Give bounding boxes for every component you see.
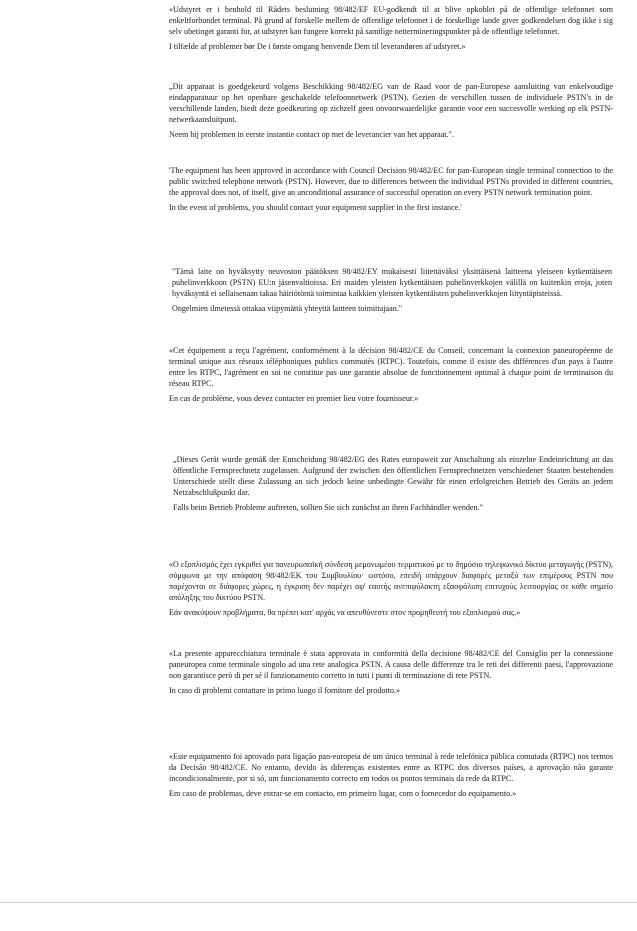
notice-english (169, 166, 613, 214)
notice-finnish (172, 267, 612, 315)
notice-italian (169, 649, 613, 697)
notice-paragraph: In caso di problemi contattare in primo luogo il fornitore del prodotto.» (169, 685, 401, 695)
notice-paragraph: „Dieses Gerät wurde gemäß der Entscheidung 98/482/EG des Rates europaweit zur Anschaltung als einzelne Endeinrichtung an das öffentliche Fernsprechnetz zugelassen. Aufgrund der zwischen den öffentlichen Fernsprechnetzen verschiedener Staaten bestehenden Unterschiede stellt diese Zulassung an sich jedoch keine unbedingte Gewähr für einen erfolgreichen Betrieb des Geräts an jedem Netzabschlußpunkt dar. (173, 455, 613, 497)
notice-paragraph: Em caso de problemas, deve entrar-se em contacto, em primeiro lugar, com o fornecedor do equipamento.» (169, 788, 517, 798)
notice-german (173, 455, 613, 514)
notice-paragraph: „Dit apparaat is goedgekeurd volgens Beschikking 98/482/EG van de Raad voor de pan-Europese aansluiting van enkelvoudige eindapparatuur op het openbare geschakelde telefoonnetwerk (PSTN). Gezien de verschillen tussen de individuele PSTN's in de verschillende landen, biedt deze goedkeuring op zichzelf geen onvoorwaardelijke garantie voor een succesvolle werking op elk PSTN-netwerkaansluitpunt. (169, 82, 613, 124)
footer-divider (0, 902, 637, 903)
notice-paragraph: «Este equipamento foi aprovado para ligação pan-europeia de um único terminal à rede telefónica pública comutada (RTPC) nos termos da Decisão 98/482/CE. No entanto, devido às diferenças existentes entre as RTPC dos diversos países, a aprovação não garante incondicionalmente, por si só, um funcionamento correcto em todos os pontos terminais da rede da RTPC. (169, 752, 613, 783)
notice-french (169, 346, 613, 405)
notice-paragraph: «La presente apparecchiatura terminale è stata approvata in conformità della decisione 98/482/CE del Consiglio per la connessione paneuropea come terminale singolo ad una rete analogica PSTN. A causa delle differenze tra le reti dei differenti paesi, l'approvazione non garantisce però di per sé il funzionamento corretto in tutti i punti di terminazione di rete PSTN. (169, 649, 613, 680)
notice-paragraph: Falls beim Betrieb Probleme auftreten, sollten Sie sich zunächst an ihren Fachhändler wenden." (173, 502, 483, 512)
notice-paragraph: I tilfælde af problemer bør De i første omgang henvende Dem til leverandøren af udstyret.» (169, 41, 466, 51)
notice-portuguese (169, 752, 613, 800)
notice-paragraph: 'The equipment has been approved in accordance with Council Decision 98/482/EC for pan-European single terminal connection to the public switched telephone network (PSTN). However, due to differences between the individual PSTNs provided in different countries, the approval does not, of itself, give an unconditional assurance of successful operation on every PSTN network termination point. (169, 166, 613, 197)
notice-danish (169, 5, 613, 53)
notice-paragraph: "Tämä laite on hyväksytty neuvoston päätöksen 98/482/EY mukaisesti liitettäväksi yksittäisenä laitteena yleiseen kytkentäiseen puhelinverkkoon (PSTN) EU:n jäsenvaltioissa. Eri maiden yleisten kytkentäisten puhelinverkkojen välillä on kuitenkin eroja, joten hyväksyntä ei sellaisenaan takaa häiriötöntä toimintaa kaikkien yleisten kytkentäisten puhelinverkkojen liityntäpisteissä. (172, 267, 612, 298)
notice-dutch (169, 82, 613, 141)
notice-paragraph: Ongelmien ilmetessä ottakaa viipymättä yhteyttä laitteen toimittajaan." (172, 303, 403, 313)
notice-paragraph: Neem bij problemen in eerste instantie contact op met de leverancier van het apparaat.". (169, 129, 454, 139)
notice-paragraph: Εάν ανακύψουν προβλήματα, θα πρέπει κατ' αρχάς να απευθύνεστε στον προμηθευτή του εξοπλισμού σας.» (169, 607, 521, 617)
notice-greek (169, 560, 613, 619)
notice-paragraph: «Cet équipement a reçu l'agrément, conformément à la décision 98/482/CE du Conseil, concernant la connexion paneuropéenne de terminal unique aux réseaux téléphoniques publics commutés (RTPC). Toutefois, comme il existe des différences d'un pays à l'autre entre les RTPC, l'agrément en soi ne constitue pas une garantie absolue de fonctionnement optimal à chaque point de terminaison du réseau RTPC. (169, 346, 613, 388)
notice-paragraph: In the event of problems, you should contact your equipment supplier in the first instance.' (169, 202, 462, 212)
notice-paragraph: «Ο εξοπλισμός έχει εγκριθεί για πανευρωπαϊκή σύνδεση μεμονωμέου τερματικού με το δημόσιο τηλεφωνικό δίκτυο μεταγωγής (PSTN), σύμφωνα με την απόφαση 98/482/ΕΚ του Συμβουλίου· ωστόσο, επειδή υπάρχουν διαφορές μεταξύ των επιμέρους PSTN που παρέχονται σε διάφορες χώρες, η έγκριση δεν παρέχει αφ' εαυτής ανεπιφύλακτη εξασφάλιση επιτυχούς λειτουργίας σε κάθε σημείο απόληξης του δικτύου PSTN. (169, 560, 613, 602)
notice-paragraph: «Udstyret er i henhold til Rådets beslutning 98/482/EF EU-godkendt til at blive opkoblet på de offentlige telefonnet som enkeltforbundet terminal. På grund af forskelle mellem de offentlige telefonnet i de forskellige lande giver godkendelsen dog ikke i sig selv ubetinget garanti for, at udstyret kan fungere korrekt på samtlige nettermineringspunkter på de offentlige telefonnet. (169, 5, 613, 36)
notice-paragraph: En cas de problème, vous devez contacter en premier lieu votre fournisseur.» (169, 393, 419, 403)
